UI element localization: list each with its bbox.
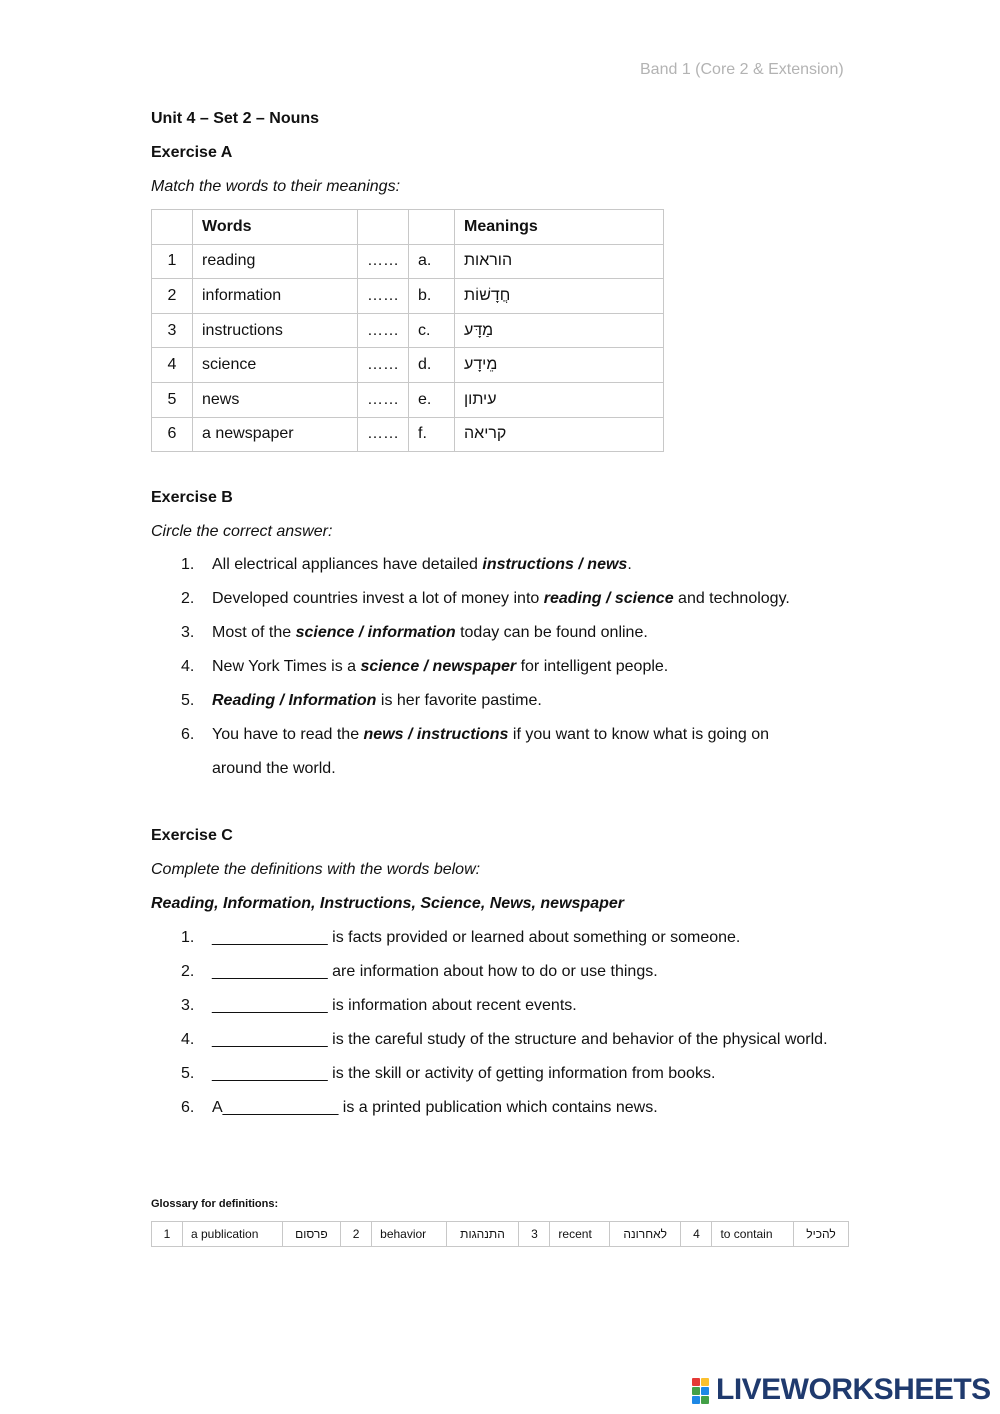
answer-choice[interactable]: Reading / Information bbox=[212, 692, 377, 709]
word-cell: a newspaper bbox=[193, 417, 358, 452]
answer-choice[interactable]: instructions / news bbox=[482, 556, 628, 573]
exercise-b-item: 6. You have to read the news / instructions if you want to know what is going on around the world. bbox=[181, 726, 770, 777]
answer-blank[interactable]: …… bbox=[358, 417, 409, 452]
glossary-term: behavior bbox=[372, 1222, 446, 1247]
exercise-c-item: 2. _____________ are information about how to do or use things. bbox=[181, 963, 658, 980]
meaning-cell: מֵידָע bbox=[464, 356, 498, 374]
meaning-cell: חֲדָשׁוֹת bbox=[464, 286, 511, 304]
word-cell: instructions bbox=[193, 313, 358, 348]
answer-blank[interactable]: …… bbox=[358, 244, 409, 279]
glossary-translation: להכיל bbox=[794, 1222, 849, 1247]
meanings-header: Meanings bbox=[455, 210, 664, 245]
meaning-cell: הוראות bbox=[464, 252, 513, 270]
words-header: Words bbox=[193, 210, 358, 245]
unit-title: Unit 4 – Set 2 – Nouns bbox=[151, 110, 320, 127]
meaning-cell: עיתון bbox=[464, 390, 497, 408]
exercise-a-title: Exercise A bbox=[151, 144, 233, 161]
word-cell: information bbox=[193, 279, 358, 314]
liveworksheets-logo[interactable] bbox=[692, 1374, 991, 1406]
word-cell: science bbox=[193, 348, 358, 383]
exercise-c-item: 4. _____________ is the careful study of the structure and behavior of the physical world. bbox=[181, 1031, 828, 1048]
exercise-c-item: 3. _____________ is information about recent events. bbox=[181, 997, 577, 1014]
matching-row: 5 news …… e. עיתון bbox=[152, 382, 664, 417]
exercise-b-item: 5. Reading / Information is her favorite pastime. bbox=[181, 692, 542, 709]
glossary-row: 1 a publication פרסום 2 behavior התנהגות 3 recent לאחרונה 4 to contain להכיל bbox=[152, 1222, 849, 1247]
answer-choice[interactable]: news / instructions bbox=[363, 726, 509, 743]
exercise-a-instruction: Match the words to their meanings: bbox=[151, 178, 401, 195]
matching-row: 4 science …… d. מֵידָע bbox=[152, 348, 664, 383]
exercise-b-title: Exercise B bbox=[151, 489, 233, 506]
answer-blank[interactable]: …… bbox=[358, 313, 409, 348]
fill-blank[interactable]: _____________ bbox=[212, 997, 328, 1014]
glossary-term: recent bbox=[550, 1222, 609, 1247]
matching-table-header bbox=[152, 210, 664, 245]
meaning-cell: מַדָּע bbox=[464, 321, 494, 339]
matching-row: 3 instructions …… c. מַדָּע bbox=[152, 313, 664, 348]
glossary-translation: לאחרונה bbox=[609, 1222, 681, 1247]
band-header: Band 1 (Core 2 & Extension) bbox=[640, 61, 844, 78]
matching-row: 2 information …… b. חֲדָשׁוֹת bbox=[152, 279, 664, 314]
glossary-table bbox=[151, 1221, 849, 1247]
exercise-c-item: 1. _____________ is facts provided or learned about something or someone. bbox=[181, 929, 741, 946]
exercise-c-item: 5. _____________ is the skill or activity of getting information from books. bbox=[181, 1065, 716, 1082]
glossary-translation: פרסום bbox=[282, 1222, 340, 1247]
exercise-c-instruction: Complete the definitions with the words below: bbox=[151, 861, 481, 878]
exercise-b-item: 4. New York Times is a science / newspaper for intelligent people. bbox=[181, 658, 669, 675]
exercise-c-title: Exercise C bbox=[151, 827, 233, 844]
word-cell: reading bbox=[193, 244, 358, 279]
answer-blank[interactable]: …… bbox=[358, 279, 409, 314]
exercise-b-item: 1. All electrical appliances have detailed instructions / news. bbox=[181, 556, 632, 573]
answer-blank[interactable]: …… bbox=[358, 348, 409, 383]
fill-blank[interactable]: _____________ bbox=[212, 963, 328, 980]
answer-choice[interactable]: reading / science bbox=[543, 590, 674, 607]
matching-table bbox=[151, 209, 664, 452]
glossary-label: Glossary for definitions: bbox=[151, 1198, 279, 1210]
answer-blank[interactable]: …… bbox=[358, 382, 409, 417]
matching-row: 1 reading …… a. הוראות bbox=[152, 244, 664, 279]
exercise-c-item: 6. A_____________ is a printed publication which contains news. bbox=[181, 1099, 658, 1116]
liveworksheets-mark-icon bbox=[692, 1376, 714, 1404]
fill-blank[interactable]: _____________ bbox=[212, 1031, 328, 1048]
fill-blank[interactable]: _____________ bbox=[212, 1065, 328, 1082]
exercise-b-item: 2. Developed countries invest a lot of money into reading / science and technology. bbox=[181, 590, 790, 607]
meaning-cell: קריאה bbox=[464, 425, 507, 443]
exercise-b-list bbox=[181, 548, 841, 786]
exercise-b-item: 3. Most of the science / information today can be found online. bbox=[181, 624, 648, 641]
answer-choice[interactable]: science / newspaper bbox=[360, 658, 517, 675]
exercise-b-instruction: Circle the correct answer: bbox=[151, 523, 333, 540]
glossary-term: a publication bbox=[183, 1222, 283, 1247]
exercise-c-list bbox=[181, 921, 841, 1125]
word-bank: Reading, Information, Instructions, Science, News, newspaper bbox=[151, 895, 624, 912]
matching-row: 6 a newspaper …… f. קריאה bbox=[152, 417, 664, 452]
glossary-term: to contain bbox=[712, 1222, 794, 1247]
logo-text: LIVEWORKSHEETS bbox=[716, 1373, 991, 1406]
answer-choice[interactable]: science / information bbox=[295, 624, 456, 641]
fill-blank[interactable]: _____________ bbox=[212, 929, 328, 946]
glossary-translation: התנהגות bbox=[446, 1222, 519, 1247]
fill-blank[interactable]: A_____________ bbox=[212, 1099, 339, 1116]
word-cell: news bbox=[193, 382, 358, 417]
